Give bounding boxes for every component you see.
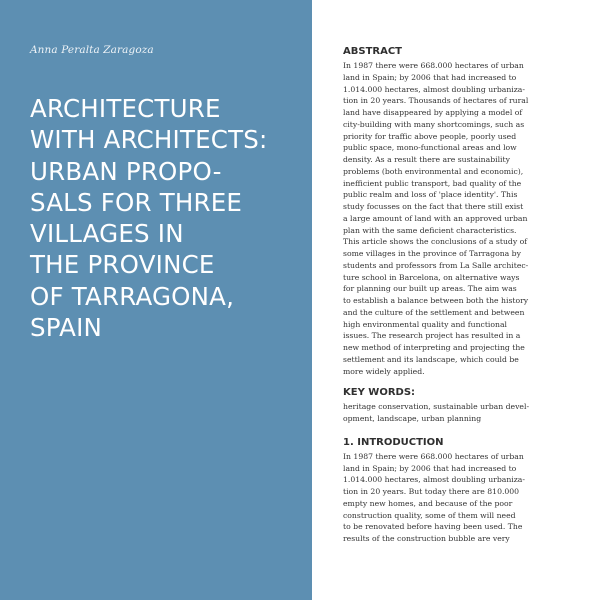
abstract-line: problems (both environmental and economic),	[343, 166, 524, 176]
introduction-line: tion in 20 years. But today there are 810.000	[343, 487, 520, 496]
abstract-line: ture school in Barcelona, on alternative ways	[343, 272, 520, 282]
abstract-line: issues. The research project has resulted in a	[343, 331, 521, 341]
keywords-body	[343, 401, 558, 425]
abstract-line: new method of interpreting and projecting the	[343, 343, 525, 352]
abstract-line: density. As a result there are sustainability	[343, 155, 510, 164]
introduction-line: In 1987 there were 668.000 hectares of urban	[343, 451, 524, 461]
abstract-line: some villages in the province of Tarragona by	[343, 249, 521, 258]
abstract-line: study focusses on the fact that there still exist	[343, 202, 524, 211]
abstract-line: This article shows the conclusions of a study of	[343, 237, 528, 247]
introduction-body	[343, 451, 558, 545]
introduction-line: empty new homes, and because of the poor	[343, 498, 513, 508]
abstract-line: public space, mono-functional areas and low	[343, 143, 517, 153]
abstract-line: plan with the same deficient characteristics.	[343, 225, 517, 235]
title-line: ARCHITECTURE	[30, 94, 221, 123]
introduction-line: to be renovated before having been used. The	[343, 522, 523, 532]
abstract-body	[343, 60, 558, 377]
abstract-line: students and professors from La Salle architec-	[343, 260, 529, 270]
keywords-heading: KEY WORDS:	[343, 387, 416, 399]
abstract-line: land have disappeared by applying a model of	[343, 108, 523, 117]
abstract-line: 1.014.000 hectares, almost doubling urbaniza-	[343, 84, 525, 94]
introduction-line: construction quality, some of them will need	[343, 510, 516, 520]
article-title	[30, 93, 320, 343]
abstract-line: public realm and loss of 'place identity'. This	[343, 190, 518, 200]
abstract-line: a large amount of land with an approved urban	[343, 213, 528, 223]
introduction-line: 1.014.000 hectares, almost doubling urbaniza-	[343, 475, 525, 485]
introduction-line: land in Spain; by 2006 that had increased to	[343, 463, 517, 473]
keywords-line: heritage conservation, sustainable urban devel-	[343, 402, 530, 412]
abstract-line: city-building with many shortcomings, such as	[343, 119, 525, 129]
title-line: URBAN PROPO-	[30, 156, 222, 186]
abstract-line: tion in 20 years. Thousands of hectares of rural	[343, 96, 529, 106]
keywords-line: opment, landscape, urban planning	[343, 414, 482, 423]
section-spacer	[343, 377, 558, 387]
abstract-line: high environmental quality and functional	[343, 319, 508, 329]
abstract-line: to establish a balance between both the history	[343, 296, 529, 305]
abstract-line: settlement and its landscape, which could be	[343, 354, 519, 364]
abstract-line: inefficient public transport, bad quality of the	[343, 178, 522, 188]
author-name: Anna Peralta Zaragoza	[30, 44, 154, 56]
abstract-heading: ABSTRACT	[343, 46, 402, 57]
abstract-line: and the culture of the settlement and between	[343, 307, 525, 317]
title-line: SPAIN	[30, 313, 103, 343]
title-line: WITH ARCHITECTS:	[30, 125, 268, 155]
title-line: SALS FOR THREE	[30, 187, 243, 217]
title-line: THE PROVINCE	[30, 250, 215, 280]
abstract-line: more widely applied.	[343, 366, 425, 376]
abstract-line: for planning our built up areas. The aim was	[343, 284, 517, 294]
title-line: VILLAGES IN	[30, 219, 184, 249]
abstract-line: priority for traffic above people, poorly used	[343, 131, 517, 141]
abstract-line: In 1987 there were 668.000 hectares of urban	[343, 61, 524, 70]
title-line: OF TARRAGONA,	[30, 281, 235, 311]
introduction-line: results of the construction bubble are very	[343, 534, 510, 543]
text-column	[343, 46, 558, 545]
section-spacer	[343, 425, 558, 437]
introduction-heading: 1. INTRODUCTION	[343, 436, 444, 448]
abstract-line: land in Spain; by 2006 that had increased to	[343, 72, 517, 82]
